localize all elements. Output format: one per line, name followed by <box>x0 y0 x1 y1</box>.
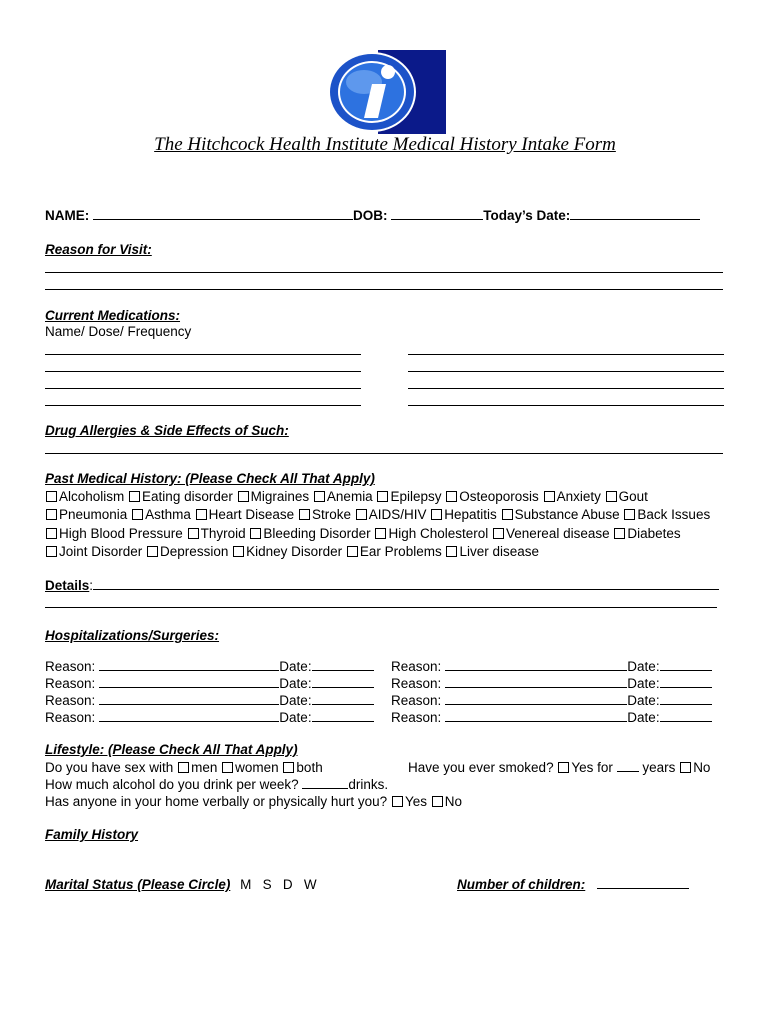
smoke-yes-label: Yes for <box>571 760 613 775</box>
hospitalization-reason-label: Reason: <box>45 710 96 725</box>
hospitalization-reason-field[interactable] <box>445 658 627 671</box>
hospitalization-reason-label: Reason: <box>45 659 96 674</box>
hurt-question-label: Has anyone in your home verbally or physically hurt you? <box>45 794 388 809</box>
condition-label: Osteoporosis <box>459 489 539 504</box>
condition-checkbox[interactable] <box>188 528 199 539</box>
smoke-no-label: No <box>693 760 711 775</box>
condition-label: Liver disease <box>459 544 540 559</box>
condition-label: Bleeding Disorder <box>263 526 371 541</box>
reason-heading: Reason for Visit: <box>45 242 152 257</box>
hospitalization-date-field[interactable] <box>312 675 374 688</box>
condition-checkbox[interactable] <box>46 491 57 502</box>
condition-label: Diabetes <box>627 526 681 541</box>
condition-label: High Blood Pressure <box>59 526 183 541</box>
condition-checkbox[interactable] <box>46 546 57 557</box>
medication-line[interactable] <box>45 405 361 406</box>
medication-line[interactable] <box>45 354 361 355</box>
hospitalization-date-label: Date: <box>279 676 312 691</box>
hospitalization-reason-label: Reason: <box>391 710 442 725</box>
smoke-years-field[interactable] <box>617 759 639 772</box>
condition-label: Kidney Disorder <box>246 544 343 559</box>
reason-line[interactable] <box>45 289 723 290</box>
past-history-row <box>45 506 710 523</box>
condition-label: Anxiety <box>556 489 601 504</box>
hospitalization-reason-field[interactable] <box>99 675 279 688</box>
hospitalization-entry <box>45 709 374 726</box>
condition-label: Pneumonia <box>59 507 128 522</box>
lifestyle-heading: Lifestyle: (Please Check All That Apply) <box>45 742 298 757</box>
todays-date-label: Today’s Date <box>483 208 566 223</box>
hospitalization-entry <box>45 675 374 692</box>
condition-checkbox[interactable] <box>377 491 388 502</box>
hospitalization-reason-label: Reason: <box>45 676 96 691</box>
hospitalization-date-field[interactable] <box>312 709 374 722</box>
children-field[interactable] <box>597 876 689 889</box>
hospitalization-date-label: Date: <box>627 659 660 674</box>
condition-checkbox[interactable] <box>614 528 625 539</box>
sex-both-checkbox[interactable] <box>283 762 294 773</box>
children-heading: Number of children: <box>457 877 586 892</box>
hurt-question <box>45 793 462 810</box>
hospitalization-entry <box>391 675 712 692</box>
condition-label: Eating disorder <box>142 489 233 504</box>
hospitalization-date-field[interactable] <box>660 709 712 722</box>
medication-line[interactable] <box>45 388 361 389</box>
condition-checkbox[interactable] <box>233 546 244 557</box>
children-row <box>457 876 689 893</box>
todays-date-field[interactable] <box>570 207 700 220</box>
condition-checkbox[interactable] <box>132 509 143 520</box>
hospitalization-date-label: Date: <box>627 676 660 691</box>
alcohol-question <box>45 776 388 793</box>
condition-checkbox[interactable] <box>544 491 555 502</box>
hospitalization-entry <box>45 692 374 709</box>
family-history-heading: Family History <box>45 827 139 842</box>
condition-checkbox[interactable] <box>147 546 158 557</box>
condition-label: Alcoholism <box>59 489 125 504</box>
condition-checkbox[interactable] <box>46 509 57 520</box>
hospitalization-reason-field[interactable] <box>99 658 279 671</box>
past-history-heading: Past Medical History: (Please Check All That Apply) <box>45 471 375 486</box>
condition-checkbox[interactable] <box>356 509 367 520</box>
smoke-question <box>408 759 710 776</box>
alcohol-unit-label: drinks. <box>348 777 389 792</box>
condition-label: High Cholesterol <box>388 526 489 541</box>
condition-checkbox[interactable] <box>196 509 207 520</box>
alcohol-field[interactable] <box>302 776 348 789</box>
past-history-row <box>45 488 648 505</box>
medication-line[interactable] <box>45 371 361 372</box>
hospitalization-entry <box>391 692 712 709</box>
condition-checkbox[interactable] <box>250 528 261 539</box>
hurt-yes-checkbox[interactable] <box>392 796 403 807</box>
hospitalization-date-label: Date: <box>627 710 660 725</box>
hospitalization-reason-field[interactable] <box>99 692 279 705</box>
name-field[interactable] <box>93 207 353 220</box>
alcohol-question-label: How much alcohol do you drink per week? <box>45 777 299 792</box>
condition-label: Gout <box>618 489 648 504</box>
dob-label: DOB: <box>353 208 388 223</box>
sex-both-label: both <box>296 760 323 775</box>
condition-label: AIDS/HIV <box>368 507 427 522</box>
hospitalization-date-label: Date: <box>627 693 660 708</box>
smoke-yes-checkbox[interactable] <box>558 762 569 773</box>
institute-logo <box>328 50 446 134</box>
condition-checkbox[interactable] <box>46 528 57 539</box>
hospitalization-reason-field[interactable] <box>445 709 627 722</box>
condition-checkbox[interactable] <box>129 491 140 502</box>
details-line[interactable] <box>45 607 717 608</box>
condition-checkbox[interactable] <box>493 528 504 539</box>
past-history-row <box>45 543 539 560</box>
hospitalization-reason-field[interactable] <box>445 675 627 688</box>
sex-women-label: women <box>235 760 279 775</box>
condition-checkbox[interactable] <box>446 546 457 557</box>
medication-line[interactable] <box>408 371 724 372</box>
condition-checkbox[interactable] <box>375 528 386 539</box>
hospitalization-date-label: Date: <box>279 693 312 708</box>
hospitalization-reason-field[interactable] <box>445 692 627 705</box>
medication-line[interactable] <box>408 405 724 406</box>
condition-checkbox[interactable] <box>502 509 513 520</box>
condition-label: Heart Disease <box>208 507 295 522</box>
condition-label: Epilepsy <box>390 489 442 504</box>
condition-label: Depression <box>160 544 229 559</box>
details-row: Details: <box>45 577 719 594</box>
condition-label: Hepatitis <box>444 507 497 522</box>
medication-line[interactable] <box>408 388 724 389</box>
form-title: The Hitchcock Health Institute Medical History Intake Form <box>154 134 616 155</box>
condition-label: Asthma <box>145 507 191 522</box>
hospitalization-date-field[interactable] <box>660 675 712 688</box>
condition-label: Substance Abuse <box>514 507 620 522</box>
condition-checkbox[interactable] <box>624 509 635 520</box>
hospitalization-reason-field[interactable] <box>99 709 279 722</box>
sex-question-label: Do you have sex with <box>45 760 174 775</box>
hospitalization-date-field[interactable] <box>312 658 374 671</box>
hospitalization-reason-label: Reason: <box>45 693 96 708</box>
hospitalization-entry <box>45 658 374 675</box>
hurt-no-checkbox[interactable] <box>432 796 443 807</box>
hurt-yes-label: Yes <box>404 794 427 809</box>
hospitalization-reason-label: Reason: <box>391 659 442 674</box>
smoke-years-label: years <box>642 760 676 775</box>
condition-label: Venereal disease <box>506 526 610 541</box>
condition-label: Migraines <box>250 489 310 504</box>
smoke-no-checkbox[interactable] <box>680 762 691 773</box>
marital-status-heading: Marital Status (Please Circle) <box>45 877 231 892</box>
medications-subheading: Name/ Dose/ Frequency <box>45 324 192 339</box>
hospitalization-date-label: Date: <box>279 659 312 674</box>
hospitalization-entry <box>391 709 712 726</box>
details-field[interactable] <box>93 577 719 590</box>
reason-line[interactable] <box>45 272 723 273</box>
condition-label: Ear Problems <box>359 544 442 559</box>
condition-checkbox[interactable] <box>238 491 249 502</box>
condition-checkbox[interactable] <box>606 491 617 502</box>
name-label: NAME <box>45 208 85 223</box>
hospitalization-date-label: Date: <box>279 710 312 725</box>
condition-checkbox[interactable] <box>299 509 310 520</box>
hospitalization-reason-label: Reason: <box>391 676 442 691</box>
marital-status-row <box>45 876 317 893</box>
condition-label: Back Issues <box>637 507 711 522</box>
hospitalization-date-field[interactable] <box>660 692 712 705</box>
condition-checkbox[interactable] <box>446 491 457 502</box>
allergies-line[interactable] <box>45 453 723 454</box>
dob-field[interactable] <box>391 207 483 220</box>
hospitalization-date-field[interactable] <box>660 658 712 671</box>
condition-label: Anemia <box>326 489 373 504</box>
marital-status-options[interactable]: M S D W <box>240 877 317 892</box>
hospitalization-entry <box>391 658 712 675</box>
sex-women-checkbox[interactable] <box>222 762 233 773</box>
condition-label: Stroke <box>311 507 351 522</box>
hurt-no-label: No <box>444 794 463 809</box>
medication-line[interactable] <box>408 354 724 355</box>
condition-checkbox[interactable] <box>314 491 325 502</box>
details-label: Details <box>45 578 90 593</box>
condition-checkbox[interactable] <box>347 546 358 557</box>
medications-heading: Current Medications: <box>45 308 181 323</box>
sex-men-label: men <box>191 760 218 775</box>
sex-men-checkbox[interactable] <box>178 762 189 773</box>
sex-question <box>45 759 323 776</box>
hospitalizations-heading: Hospitalizations/Surgeries: <box>45 628 220 643</box>
hospitalization-date-field[interactable] <box>312 692 374 705</box>
condition-label: Joint Disorder <box>59 544 143 559</box>
past-history-row <box>45 525 681 542</box>
allergies-heading: Drug Allergies & Side Effects of Such: <box>45 423 289 438</box>
condition-label: Thyroid <box>200 526 246 541</box>
condition-checkbox[interactable] <box>431 509 442 520</box>
smoke-question-label: Have you ever smoked? <box>408 760 554 775</box>
hospitalization-reason-label: Reason: <box>391 693 442 708</box>
header-fields-row: NAME: DOB: Today’s Date: <box>45 207 700 224</box>
